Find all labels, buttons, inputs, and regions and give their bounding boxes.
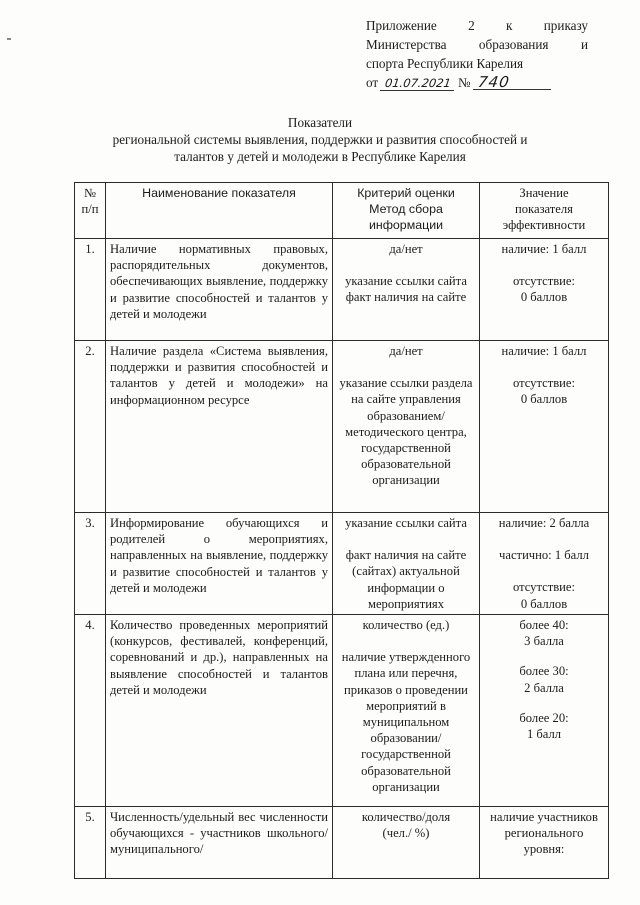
row-criteria	[333, 239, 480, 341]
row-value	[480, 341, 609, 513]
indicators-table	[74, 182, 609, 879]
row-number: 2.	[75, 341, 106, 513]
annex-word: Приложение	[366, 18, 437, 33]
header-text: п/п	[81, 202, 99, 217]
annex-line-1	[366, 16, 588, 35]
value-text: 0 баллов	[520, 392, 568, 407]
annex-word: приказу	[543, 18, 589, 33]
row-value	[480, 615, 609, 807]
criteria-text: указание ссылки раздела	[339, 376, 473, 391]
header-text: информации	[368, 218, 444, 233]
header-text: показателя	[515, 202, 573, 217]
value-text: отсутствие:	[512, 274, 576, 289]
annex-word: образования	[478, 37, 549, 52]
value-text: частично: 1 балл	[499, 548, 589, 563]
value-text: отсутствие:	[512, 580, 576, 595]
header-text: эффективности	[502, 218, 586, 233]
row-value	[480, 513, 609, 615]
criteria-text: количество (ед.)	[362, 618, 450, 633]
criteria-text: на сайте управления образованием/ методического центра, государственной образовательной организации	[345, 392, 467, 488]
criteria-text: да/нет	[389, 344, 423, 358]
value-text: более 30:	[519, 664, 569, 679]
header-number	[75, 183, 106, 239]
header-criteria	[333, 183, 480, 239]
header-text: Наименование показателя	[142, 186, 296, 200]
value-text: наличие: 1 балл	[501, 242, 587, 256]
value-text: отсутствие:	[512, 376, 576, 391]
row-indicator-name: Численность/удельный вес численности обучающихся - участников школьного/муниципального/	[106, 807, 333, 879]
document-title	[80, 114, 560, 165]
row-value	[480, 239, 609, 341]
number-sign: №	[458, 75, 471, 90]
value-text: 0 баллов	[520, 596, 568, 611]
header-text: Метод сбора	[369, 202, 443, 217]
row-indicator-name: Наличие раздела «Система выявления, поддержки и развития способностей и талантов у детей и молодежи» на информационном ресурсе	[106, 341, 333, 513]
table-row	[75, 341, 609, 513]
table-row	[75, 615, 609, 807]
row-number: 3.	[75, 513, 106, 615]
annex-order-line	[366, 73, 588, 92]
criteria-text: факт наличия на сайте	[345, 290, 467, 305]
criteria-text: наличие утвержденного плана или перечня, приказов о проведении мероприятий в муниципальном образовании/ государственной образовательной организации	[341, 650, 471, 794]
table-row	[75, 239, 609, 341]
from-label: от	[366, 75, 379, 90]
annex-header	[366, 16, 588, 92]
handwritten-date: 01.07.2021	[380, 76, 456, 91]
scan-speck	[7, 38, 11, 40]
row-number: 1.	[75, 239, 106, 341]
annex-word: 2	[468, 18, 475, 33]
row-number: 5.	[75, 807, 106, 879]
header-text: №	[83, 186, 97, 200]
criteria-text: указание ссылки сайта	[345, 516, 467, 530]
title-line-3: талантов у детей и молодежи в Республике Карелия	[174, 149, 466, 164]
annex-word: Министерства	[366, 37, 447, 52]
row-criteria	[333, 341, 480, 513]
header-text: Значение	[519, 186, 569, 200]
value-text: наличие: 1 балл	[501, 344, 587, 358]
value-text: наличие: 2 балла	[498, 516, 590, 530]
value-text: наличие участников регионального уровня:	[490, 810, 598, 857]
row-number: 4.	[75, 615, 106, 807]
table-header-row	[75, 183, 609, 239]
annex-word: к	[506, 18, 513, 33]
value-text: 1 балл	[526, 727, 562, 742]
row-criteria	[333, 615, 480, 807]
table-row	[75, 513, 609, 615]
title-line-2: региональной системы выявления, поддержки и развития способностей и	[112, 132, 528, 147]
row-indicator-name: Количество проведенных мероприятий (конкурсов, фестивалей, конференций, соревнований и др.), направленных на выявление способностей и талантов детей и молодежи	[106, 615, 333, 807]
annex-line-3: спорта Республики Карелия	[366, 56, 524, 71]
value-text: 0 баллов	[520, 290, 568, 305]
row-indicator-name: Информирование обучающихся и родителей о мероприятиях, направленных на выявление, поддержку и развитие способностей и талантов у детей и молодежи	[106, 513, 333, 615]
value-text: 2 балла	[524, 680, 564, 695]
criteria-text: (чел./ %)	[382, 826, 430, 841]
value-text: 3 балла	[524, 634, 564, 649]
annex-line-2	[366, 35, 588, 54]
header-name	[106, 183, 333, 239]
header-text: Критерий оценки	[357, 186, 455, 200]
annex-word: и	[580, 37, 588, 52]
header-value	[480, 183, 609, 239]
title-line-1: Показатели	[287, 115, 353, 130]
value-text: более 20:	[519, 710, 569, 725]
row-criteria	[333, 513, 480, 615]
criteria-text: да/нет	[389, 242, 423, 256]
criteria-text: количество/доля	[361, 810, 451, 825]
handwritten-number: 740	[473, 75, 553, 90]
criteria-text: факт наличия на сайте (сайтах) актуальной информации о мероприятиях	[345, 548, 467, 611]
value-text: более 40:	[519, 618, 569, 633]
row-criteria	[333, 807, 480, 879]
row-value	[480, 807, 609, 879]
row-indicator-name: Наличие нормативных правовых, распорядительных документов, обеспечивающих выявление, поддержку и развитие способностей и талантов у детей и молодежи	[106, 239, 333, 341]
table-row	[75, 807, 609, 879]
criteria-text: указание ссылки сайта	[345, 274, 467, 289]
